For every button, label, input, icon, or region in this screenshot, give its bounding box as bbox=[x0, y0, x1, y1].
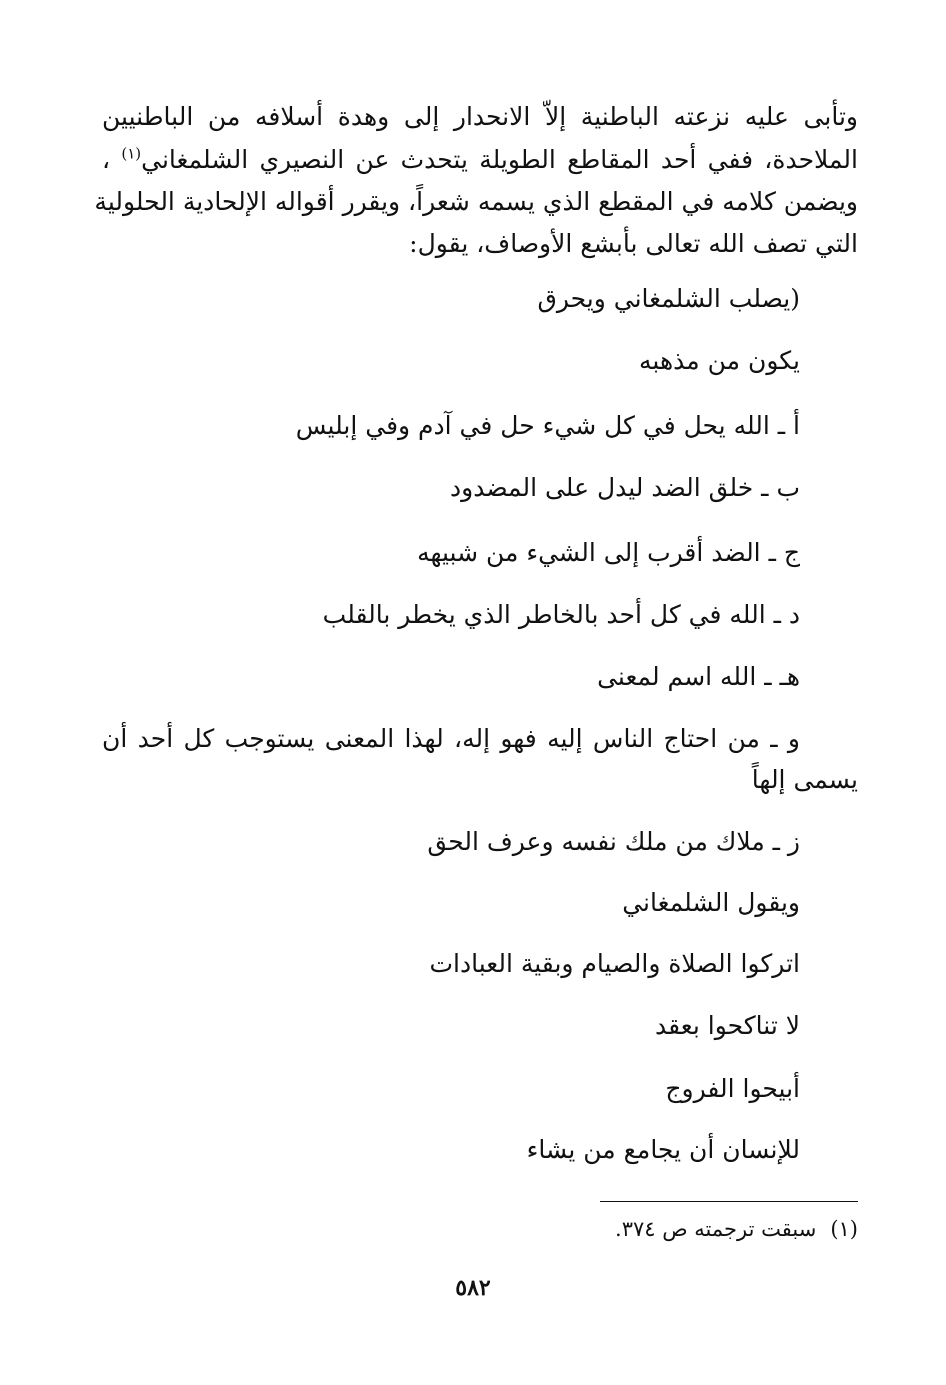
quote-item-waw-line-1: و ـ من احتاج الناس إليه فهو إله، لهذا المعنى يستوجب كل أحد أن bbox=[102, 724, 800, 753]
quote-item-alif: أ ـ الله يحل في كل شيء حل في آدم وفي إبليس bbox=[295, 411, 800, 440]
paragraph-line-3: ويضمن كلامه في المقطع الذي يسمه شعراً، ويقرر أقواله الإلحادية الحلولية bbox=[94, 187, 858, 216]
quote-item-jim: ج ـ الضد أقرب إلى الشيء من شبيهه bbox=[417, 538, 800, 567]
footnote-reference: (١) bbox=[121, 144, 142, 163]
quote-line-human: للإنسان أن يجامع من يشاء bbox=[526, 1135, 800, 1164]
quote-item-ha: هـ ـ الله اسم لمعنى bbox=[597, 662, 800, 691]
paragraph-line-2-text: الملاحدة، ففي أحد المقاطع الطويلة يتحدث عن النصيري الشلمغاني bbox=[141, 145, 858, 174]
quote-item-waw-line-2: يسمى إلهاً bbox=[751, 765, 858, 794]
quote-line-1: (يصلب الشلمغاني ويحرق bbox=[537, 284, 800, 313]
quote-line-permit: أبيحوا الفروج bbox=[665, 1074, 800, 1103]
quote-line-2: يكون من مذهبه bbox=[639, 346, 800, 375]
quote-line-no-marriage: لا تناكحوا بعقد bbox=[655, 1011, 800, 1040]
page-number: ٥٨٢ bbox=[455, 1275, 491, 1301]
paragraph-line-1: وتأبى عليه نزعته الباطنية إلاّ الانحدار إلى وهدة أسلافه من الباطنيين bbox=[102, 102, 858, 131]
quote-line-leave-prayer: اتركوا الصلاة والصيام وبقية العبادات bbox=[429, 949, 800, 978]
quote-item-dal: د ـ الله في كل أحد بالخاطر الذي يخطر بالقلب bbox=[322, 600, 800, 629]
footnote-number: (١) bbox=[830, 1217, 858, 1241]
paragraph-line-4: التي تصف الله تعالى بأبشع الأوصاف، يقول: bbox=[409, 229, 858, 258]
footnote-text: سبقت ترجمته ص ٣٧٤. bbox=[615, 1217, 817, 1241]
quote-line-says: ويقول الشلمغاني bbox=[622, 888, 800, 917]
paragraph-line-2-comma: ، bbox=[102, 145, 111, 174]
quote-item-zay: ز ـ ملاك من ملك نفسه وعرف الحق bbox=[427, 827, 800, 856]
paragraph-line-2 bbox=[102, 143, 858, 177]
quote-item-ba: ب ـ خلق الضد ليدل على المضدود bbox=[450, 473, 800, 502]
footnote-divider bbox=[600, 1201, 858, 1202]
footnote bbox=[615, 1214, 858, 1244]
